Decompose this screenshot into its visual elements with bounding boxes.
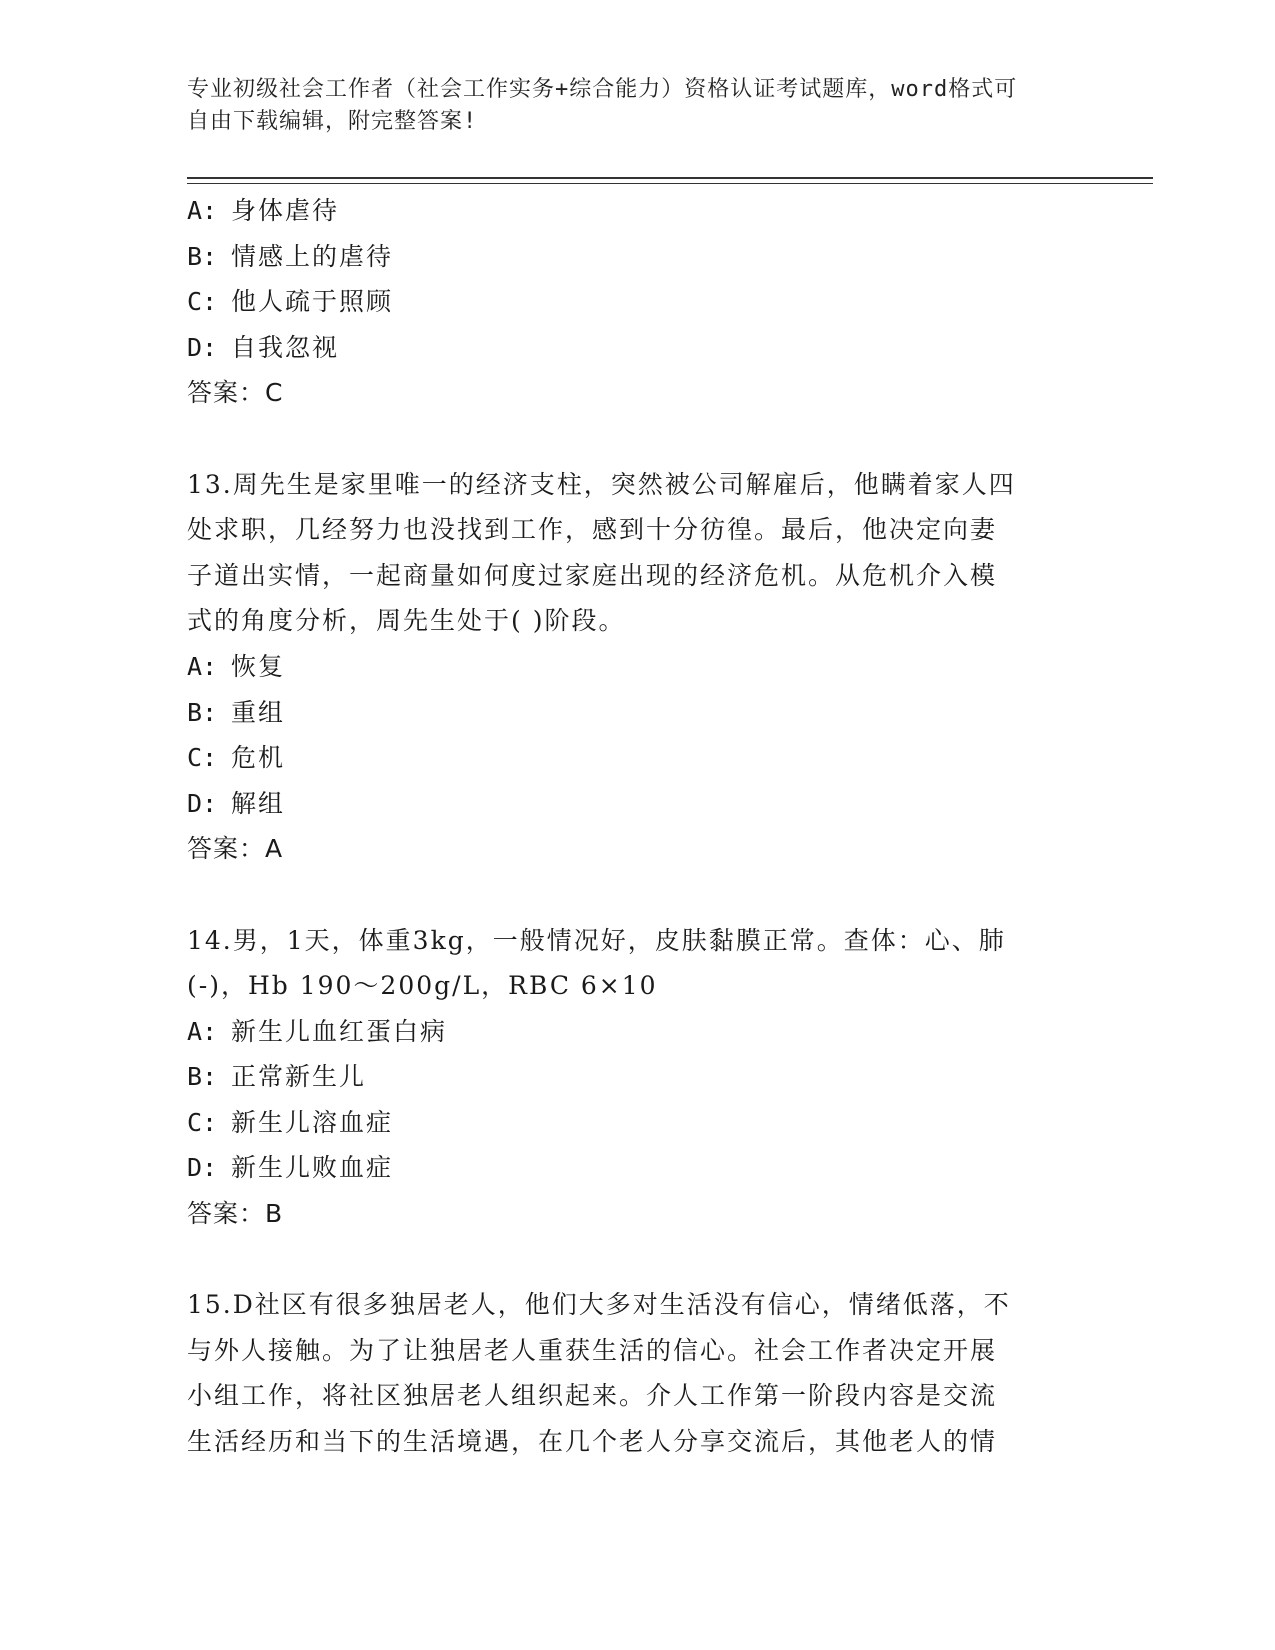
- answer: 答案：B: [187, 1199, 284, 1229]
- question-12: [187, 188, 1067, 416]
- option-label: D:: [187, 788, 218, 818]
- question-stem-line: 与外人接触。为了让独居老人重获生活的信心。社会工作者决定开展: [187, 1335, 998, 1365]
- question-stem-line: 13.周先生是家里唯一的经济支柱，突然被公司解雇后，他瞒着家人四: [187, 469, 1016, 499]
- option-text: 重组: [231, 697, 286, 727]
- header-line-1: 专业初级社会工作者（社会工作实务+综合能力）资格认证考试题库，word格式可: [187, 77, 1018, 102]
- option-c: [187, 735, 1067, 781]
- option-c: [187, 279, 1067, 325]
- option-label: D:: [187, 332, 218, 362]
- option-text: 恢复: [231, 651, 286, 681]
- header-divider-thick: [187, 177, 1153, 179]
- option-text: 新生儿血红蛋白病: [231, 1016, 448, 1046]
- option-b: [187, 234, 1067, 280]
- option-a: [187, 1009, 1067, 1055]
- document-header: [187, 74, 1087, 138]
- question-stem-line: 14.男，1天，体重3kg，一般情况好，皮肤黏膜正常。查体：心、肺: [187, 925, 1006, 955]
- question-14: [187, 918, 1067, 1237]
- question-stem-line: 15.D社区有很多独居老人，他们大多对生活没有信心，情绪低落，不: [187, 1290, 1011, 1320]
- header-line-2: 自由下载编辑，附完整答案!: [187, 109, 478, 134]
- option-a: [187, 188, 1067, 234]
- question-stem-line: 处求职，几经努力也没找到工作，感到十分彷徨。最后，他决定向妻: [187, 515, 998, 545]
- option-text: 身体虐待: [231, 196, 340, 225]
- question-stem-line: 子道出实情，一起商量如何度过家庭出现的经济危机。从危机介入模: [187, 560, 998, 590]
- option-b: [187, 1054, 1067, 1100]
- option-label: D:: [187, 1153, 218, 1183]
- option-d: [187, 325, 1067, 371]
- option-text: 危机: [231, 743, 286, 773]
- question-stem-line: 式的角度分析，周先生处于( )阶段。: [187, 606, 626, 636]
- question-stem-line: (-)，Hb 190～200g/L，RBC 6×10: [187, 971, 658, 1001]
- question-content: [187, 188, 1067, 1465]
- option-label: A:: [187, 196, 218, 225]
- option-label: A:: [187, 1016, 218, 1046]
- option-text: 自我忽视: [231, 332, 340, 362]
- option-label: B:: [187, 241, 218, 271]
- question-15: [187, 1282, 1067, 1464]
- option-a: [187, 644, 1067, 690]
- option-label: A:: [187, 651, 218, 681]
- option-text: 他人疏于照顾: [231, 287, 394, 317]
- option-text: 正常新生儿: [231, 1062, 367, 1092]
- option-b: [187, 690, 1067, 736]
- question-13: [187, 462, 1067, 872]
- option-label: C:: [187, 287, 218, 317]
- answer: 答案：C: [187, 378, 284, 408]
- option-label: C:: [187, 1107, 218, 1137]
- header-divider-thin: [187, 183, 1153, 184]
- option-text: 新生儿溶血症: [231, 1107, 394, 1137]
- option-label: B:: [187, 697, 218, 727]
- option-c: [187, 1100, 1067, 1146]
- option-text: 新生儿败血症: [231, 1153, 394, 1183]
- question-stem-line: 生活经历和当下的生活境遇，在几个老人分享交流后，其他老人的情: [187, 1427, 998, 1457]
- option-label: B:: [187, 1062, 218, 1092]
- question-stem-line: 小组工作，将社区独居老人组织起来。介人工作第一阶段内容是交流: [187, 1381, 998, 1411]
- option-d: [187, 781, 1067, 827]
- option-d: [187, 1145, 1067, 1191]
- option-text: 解组: [231, 788, 286, 818]
- answer: 答案：A: [187, 834, 284, 864]
- option-label: C:: [187, 743, 218, 773]
- option-text: 情感上的虐待: [231, 241, 394, 271]
